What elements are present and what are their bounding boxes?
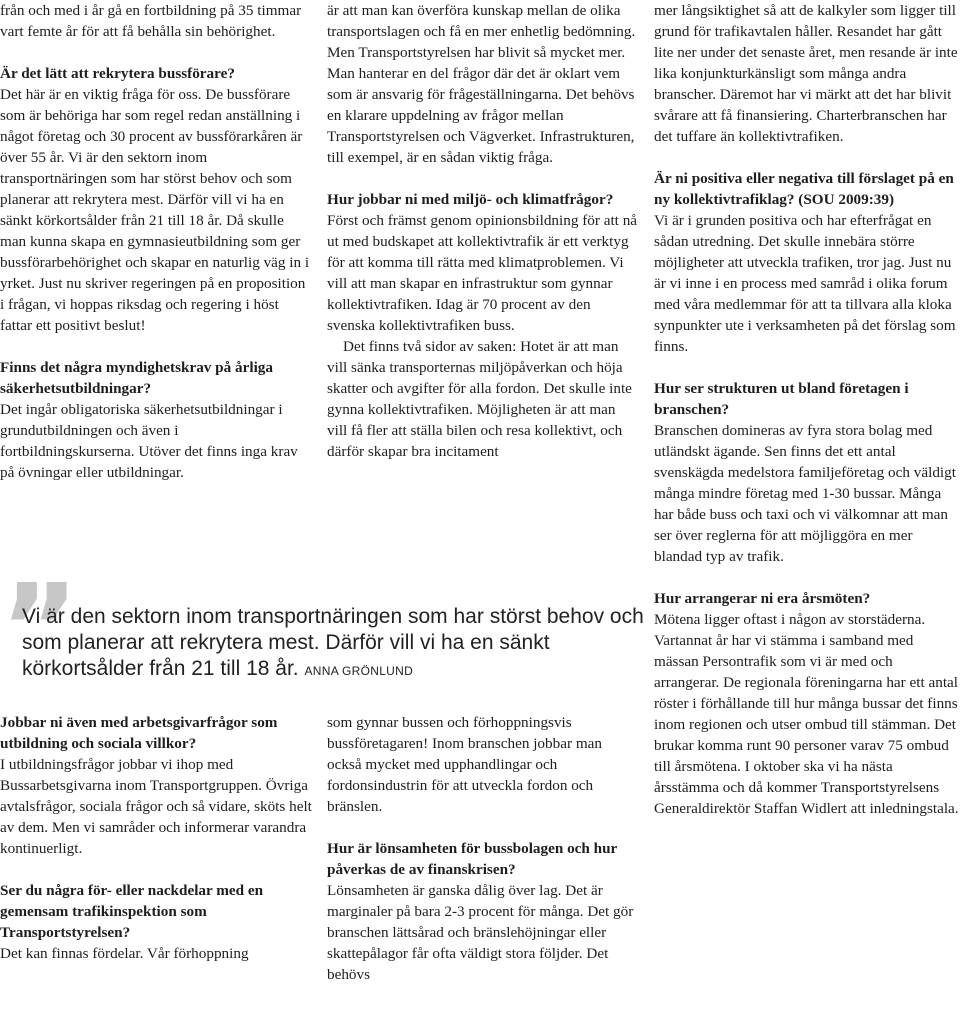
question-heading: Hur är lönsamheten för bussbolagen och hur påverkas de av finanskrisen? [327,840,618,878]
article-column-4 [0,712,312,964]
answer-paragraph: Det kan finnas fördelar. Vår förhoppning [0,945,249,962]
pull-quote [0,560,650,699]
answer-paragraph: Det ingår obligatoriska säkerhetsutbildningar i grundutbildningen och även i fortbildningskurserna. Utöver det finns inga krav på övningar eller utbildningar. [0,401,298,481]
paragraph: från och med i år gå en fortbildning på 35 timmar vart femte år för att få behålla sin behörighet. [0,2,302,40]
pull-quote-text: Vi är den sektorn inom transportnäringen som har störst behov och som planerar att rekrytera mest. Därför vill vi ha en sänkt körkortsålder från 21 till 18 år. [22,605,644,680]
answer-paragraph: Det här är en viktig fråga för oss. De bussförare som är behöriga har som regel redan anställning i något företag och 30 procent av bussförarkåren är över 55 år. Vi är den sektorn inom transportnäringen som har störst behov och som planerar att rekrytera mest. Därför vill vi ha en sänkt körkortsålder från 21 till 18 år. Då skulle man kunna skapa en gymnasieutbildning som ger bussförarbehörighet och skapar en naturlig väg in i yrket. Just nu skriver regeringen på en proposition i frågan, vi hoppas riksdag och regering i höst fattar ett positivt beslut! [0,86,310,334]
article-column-5 [327,712,639,985]
article-column-1 [0,0,312,483]
question-heading: Hur arrangerar ni era årsmöten? [654,590,871,607]
article-column-3 [654,0,960,819]
question-heading: Hur ser strukturen ut bland företagen i branschen? [654,380,909,418]
quote-mark-icon: ” [0,560,79,699]
paragraph: mer långsiktighet så att de kalkyler som ligger till grund för trafikavtalen håller. Resandet har gått lite ner under det senaste året, men resande är inte lika konjunkturkänsligt som många andra branscher. Däremot har vi märkt att det har blivit svårare att få finansiering. Charterbranschen har det tuffare än kollektivtrafiken. [654,2,958,145]
question-heading: Finns det några myndighetskrav på årliga säkerhetsutbildningar? [0,359,273,397]
question-heading: Hur jobbar ni med miljö- och klimatfrågor? [327,191,614,208]
paragraph: som gynnar bussen och förhoppningsvis bussföretagaren! Inom branschen jobbar man också mycket med upphandlingar och fordonsindustrin för att utveckla fordon och bränslen. [327,714,602,815]
pull-quote-author: ANNA GRÖNLUND [304,664,414,678]
question-heading: Är ni positiva eller negativa till förslaget på en ny kollektivtrafiklag? (SOU 2009:39) [654,170,954,208]
article-column-2 [327,0,639,462]
question-heading: Ser du några för- eller nackdelar med en gemensam trafikinspektion som Transportstyrelsen? [0,882,264,941]
question-heading: Är det lätt att rekrytera bussförare? [0,65,235,82]
answer-paragraph: Branschen domineras av fyra stora bolag med utländskt ägande. Sen finns det ett antal svenskägda medelstora familjeföretag och väldigt många mindre företag med 1-30 bussar. Många har både buss och taxi och vi välkomnar att man ser över reglerna för att möjliggöra en mer blandad typ av trafik. [654,422,956,565]
answer-paragraph: Mötena ligger oftast i någon av storstäderna. Vartannat år har vi stämma i samband med mässan Persontrafik som vi är med och arrangerar. De regionala föreningarna har ett antal röster i förhållande till hur många bussar det finns inom regionen och utser ombud till stämman. Det brukar komma runt 90 personer varav 75 ombud till årsmötena. I oktober ska vi ha nästa årsstämma och då kommer Transportstyrelsens Generaldirektör Staffan Widlert att inledningstala. [654,611,959,817]
answer-paragraph: I utbildningsfrågor jobbar vi ihop med Bussarbetsgivarna inom Transportgruppen. Övriga avtalsfrågor, sociala frågor och så vidare, sköts helt av dem. Men vi samråder och informerar varandra kontinuerligt. [0,756,312,857]
answer-paragraph: Först och främst genom opinionsbildning för att nå ut med budskapet att kollektivtrafik är ett verktyg för att komma till rätta med klimatproblemen. Vi vill att man skapar en infrastruktur som gynnar kollektivtrafiken. Idag är 70 procent av den svenska kollektivtrafiken buss. [327,212,638,334]
answer-paragraph: Vi är i grunden positiva och har efterfrågat en sådan utredning. Det skulle innebära större möjligheter att utveckla trafiken, tror jag. Just nu är vi inne i en process med samråd i olika forum med våra medlemmar för att ta tillvara alla kloka synpunkter ute i verksamheten på det förslag som finns. [654,212,956,355]
answer-paragraph: Lönsamheten är ganska dålig över lag. Det är marginaler på bara 2-3 procent för många. Det gör branschen lättsårad och bränslehöjningar eller skattepålagor får ofta väldigt stora följder. Det behövs [327,882,634,983]
pull-quote-body [22,604,652,684]
answer-paragraph: Det finns två sidor av saken: Hotet är att man vill sänka transporternas miljöpåverkan och höja skatter och avgifter för alla fordon. Det skulle inte gynna kollektivtrafiken. Möjligheten är att man vill få fler att ställa bilen och resa kollektivt, och därför skapar bra incitament [327,338,632,460]
question-heading: Jobbar ni även med arbetsgivarfrågor som utbildning och sociala villkor? [0,714,278,752]
paragraph: är att man kan överföra kunskap mellan de olika transportslagen och få en mer enhetlig bedömning. Men Transportstyrelsen har blivit så mycket mer. Man hanterar en del frågor där det är oklart vem som är ansvarig för frågeställningarna. Det behövs en klarare uppdelning av frågor mellan Transportstyrelsen och Vägverket. Infrastrukturen, till exempel, är en sådan viktig fråga. [327,2,636,166]
